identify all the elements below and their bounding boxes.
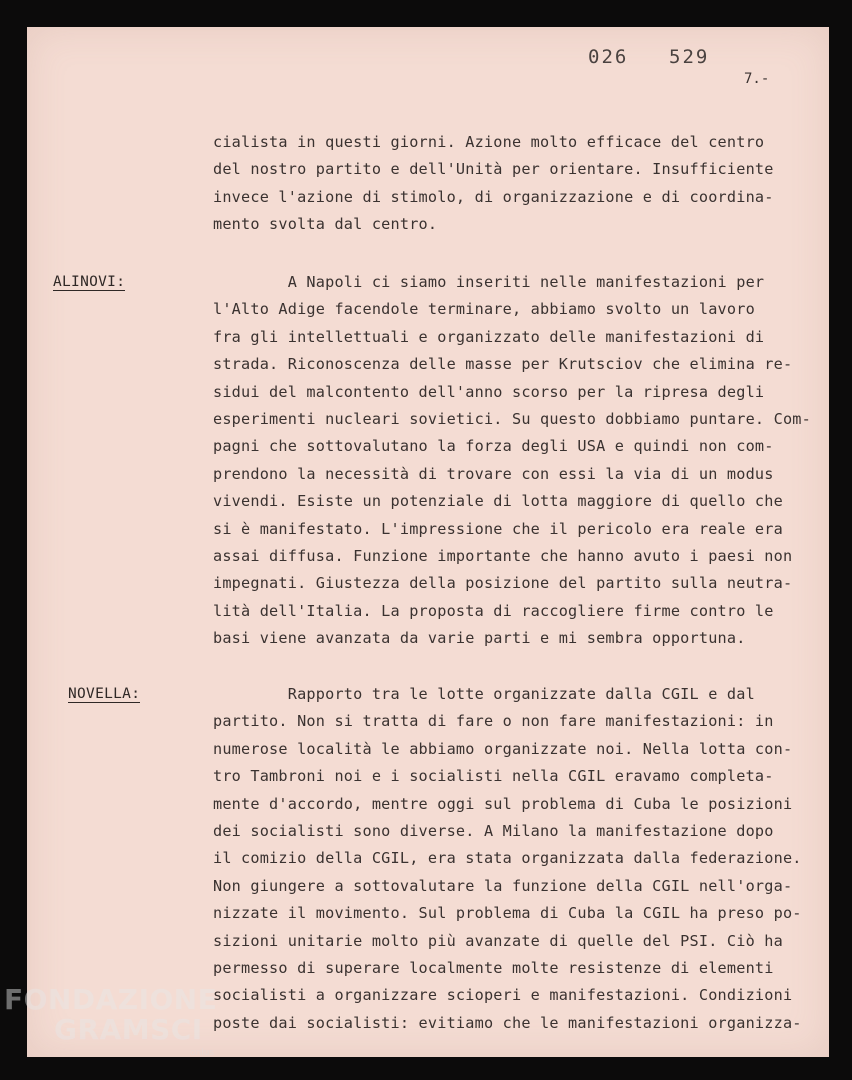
text-line: cialista in questi giorni. Azione molto efficace del centro: [213, 133, 765, 151]
text-line: impegnati. Giustezza della posizione del partito sulla neutra-: [213, 574, 793, 593]
text-line: Rapporto tra le lotte organizzate dalla CGIL e dal: [213, 685, 755, 703]
text-line: il comizio della CGIL, era stata organizzata dalla federazione.: [213, 849, 802, 868]
text-line: del nostro partito e dell'Unità per orientare. Insufficiente: [213, 160, 774, 179]
text-line: Non giungere a sottovalutare la funzione della CGIL nell'orga-: [213, 876, 793, 895]
text-line: socialisti a organizzare scioperi e manifestazioni. Condizioni: [213, 986, 793, 1005]
text-line: si è manifestato. L'impressione che il pericolo era reale era: [213, 519, 783, 538]
page-number: 7.-: [744, 71, 770, 87]
text-line: dei socialisti sono diverse. A Milano la manifestazione dopo: [213, 822, 774, 840]
text-line: nizzate il movimento. Sul problema di Cuba la CGIL ha preso po-: [213, 904, 802, 923]
text-line: l'Alto Adige facendole terminare, abbiamo svolto un lavoro: [213, 300, 755, 319]
speaker-label: NOVELLA:: [68, 686, 141, 702]
text-line: prendono la necessità di trovare con essi la via di un modus: [213, 464, 774, 483]
archive-number-b: 529: [669, 46, 710, 68]
text-line: esperimenti nucleari sovietici. Su questo dobbiamo puntare. Com-: [213, 410, 811, 428]
text-line: strada. Riconoscenza delle masse per Krutsciov che elimina re-: [213, 355, 793, 374]
text-line: assai diffusa. Funzione importante che hanno avuto i paesi non: [213, 547, 793, 565]
text-line: permesso di superare localmente molte resistenze di elementi: [213, 959, 774, 977]
watermark-line-1: FONDAZIONE: [4, 983, 218, 1016]
text-line: sizioni unitarie molto più avanzate di quelle del PSI. Ciò ha: [213, 931, 783, 950]
document-page: [27, 27, 829, 1057]
text-line: mento svolta dal centro.: [213, 215, 438, 234]
text-line: partito. Non si tratta di fare o non fare manifestazioni: in: [213, 712, 774, 731]
text-line: vivendi. Esiste un potenziale di lotta maggiore di quello che: [213, 492, 783, 511]
speaker-label: ALINOVI:: [53, 274, 126, 290]
text-line: invece l'azione di stimolo, di organizzazione e di coordina-: [213, 187, 774, 206]
text-line: fra gli intellettuali e organizzato delle manifestazioni di: [213, 327, 765, 346]
text-line: pagni che sottovalutano la forza degli USA e quindi non com-: [213, 437, 774, 456]
text-line: numerose località le abbiamo organizzate noi. Nella lotta con-: [213, 739, 793, 758]
text-line: mente d'accordo, mentre oggi sul problema di Cuba le posizioni: [213, 794, 793, 813]
text-line: basi viene avanzata da varie parti e mi sembra opportuna.: [213, 629, 746, 648]
text-line: sidui del malcontento dell'anno scorso per la ripresa degli: [213, 382, 765, 401]
fondazione-gramsci-watermark: [4, 985, 217, 1045]
text-line: lità dell'Italia. La proposta di raccogliere firme contro le: [213, 601, 774, 620]
text-line: tro Tambroni noi e i socialisti nella CGIL eravamo completa-: [213, 767, 774, 786]
watermark-sub: onlus: [190, 1048, 215, 1058]
text-line: poste dai socialisti: evitiamo che le manifestazioni organizza-: [213, 1013, 802, 1032]
archive-number-a: 026: [588, 46, 629, 68]
text-line: A Napoli ci siamo inseriti nelle manifestazioni per: [213, 273, 765, 291]
watermark-line-2: GRAMSCI: [54, 1013, 203, 1046]
